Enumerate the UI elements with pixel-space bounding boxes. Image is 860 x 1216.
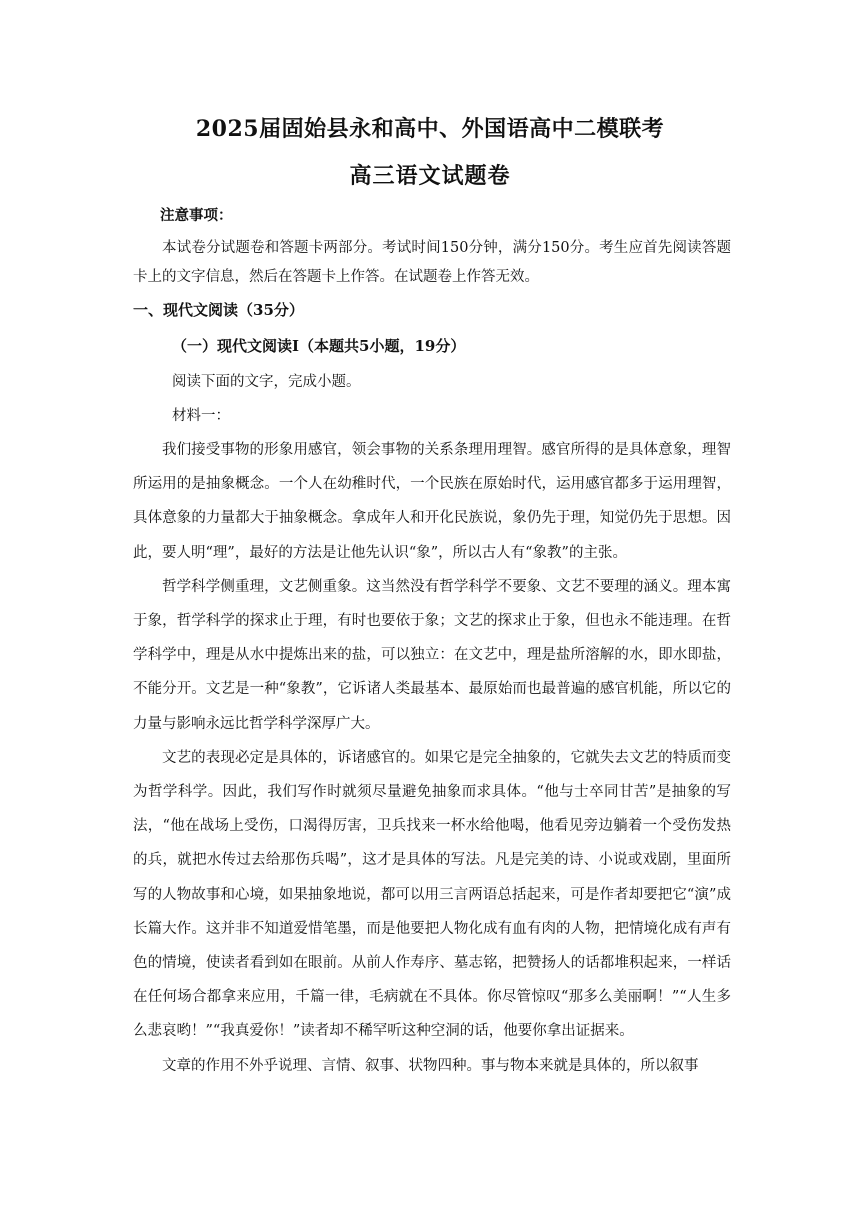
exam-subtitle: 高三语文试题卷 [349, 163, 511, 189]
passage-body [133, 433, 731, 1083]
passage-paragraph-1: 我们接受事物的形象用感官，领会事物的关系条理用理智。感官所得的是具体意象，理智所运用的是抽象概念。一个人在幼稚时代，一个民族在原始时代，运用感官都多于运用理智，具体意象的力量都大于抽象概念。拿成年人和开化民族说，象仍先于理，知觉仍先于思想。因此，要人明“理”，最好的方法是让他先认识“象”，所以古人有“象教”的主张。 [133, 442, 731, 561]
section-heading: 一、现代文阅读（35分） [133, 301, 304, 319]
reading-instruction: 阅读下面的文字，完成小题。 [172, 374, 361, 390]
passage-paragraph-4: 文章的作用不外乎说理、言情、叙事、状物四种。事与物本来就是具体的，所以叙事 [162, 1057, 699, 1074]
subsection-heading: （一）现代文阅读Ⅰ（本题共5小题，19分） [172, 337, 466, 355]
notice-heading: 注意事项： [160, 207, 233, 224]
passage-paragraph-3: 文艺的表现必定是具体的，诉诸感官的。如果它是完全抽象的，它就失去文艺的特质而变为哲学科学。因此，我们写作时就须尽量避免抽象而求具体。“他与士卒同甘苦”是抽象的写法，“他在战场上受伤，口渴得厉害，卫兵找来一杯水给他喝，他看见旁边躺着一个受伤发热的兵，就把水传过去给那伤兵喝”，这才是具体的写法。凡是完美的诗、小说或戏剧，里面所写的人物故事和心境，如果抽象地说，都可以用三言两语总括起来，可是作者却要把它“演”成长篇大作。这并非不知道爱惜笔墨，而是他要把人物化成有血有肉的人物，把情境化成有声有色的情境，使读者看到如在眼前。从前人作寿序、墓志铭，把赞扬人的话都堆积起来，一样话在任何场合都拿来应用，千篇一律，毛病就在不具体。你尽管惊叹“那多么美丽啊！”“人生多么悲哀哟！”“我真爱你！”读者却不稀罕听这种空洞的话，他要你拿出证据来。 [133, 749, 731, 1040]
exam-title: 2025届固始县永和高中、外国语高中二模联考 [195, 116, 665, 142]
material-label: 材料一： [172, 408, 230, 424]
notice-text: 本试卷分试题卷和答题卡两部分。考试时间150分钟，满分150分。考生应首先阅读答题卡上的文字信息，然后在答题卡上作答。在试题卷上作答无效。 [133, 240, 731, 285]
passage-paragraph-2: 哲学科学侧重理，文艺侧重象。这当然没有哲学科学不要象、文艺不要理的涵义。理本寓于象，哲学科学的探求止于理，有时也要依于象；文艺的探求止于象，但也永不能违理。在哲学科学中，理是从水中提炼出来的盐，可以独立：在文艺中，理是盐所溶解的水，即水即盐，不能分开。文艺是一种“象教”，它诉诸人类最基本、最原始而也最普遍的感官机能，所以它的力量与影响永远比哲学科学深厚广大。 [133, 578, 731, 732]
